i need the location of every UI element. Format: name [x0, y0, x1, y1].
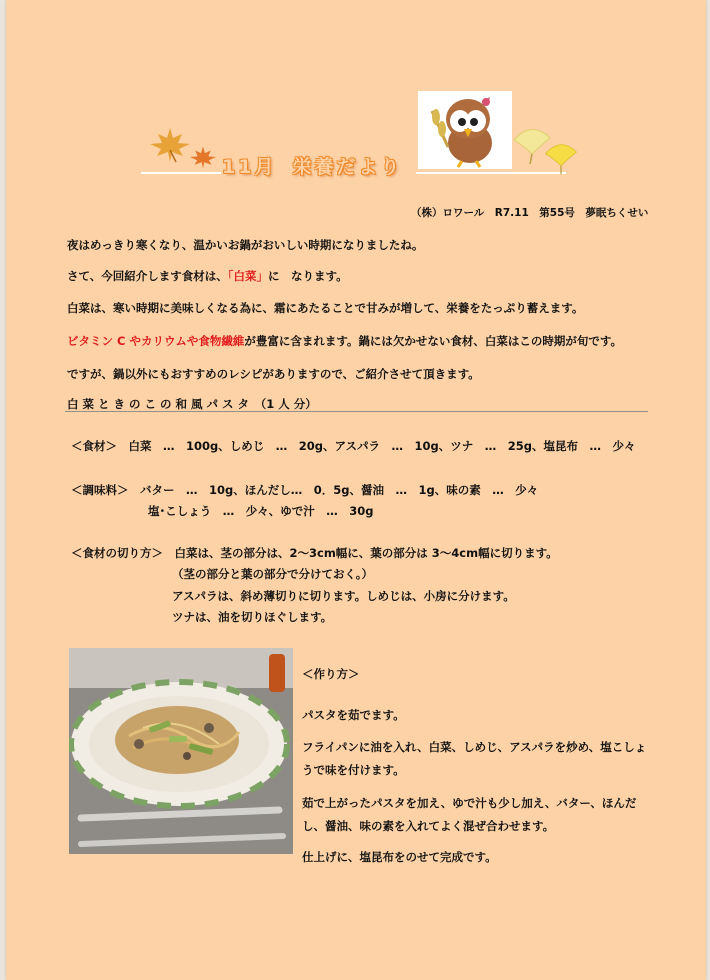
featured-ingredient: 「白菜」	[227, 269, 269, 283]
cutting-line-3: アスパラは、斜め薄切りに切ります。しめじは、小房に分けます。	[172, 589, 515, 603]
newsletter-page	[6, 0, 706, 980]
intro-line-2	[67, 268, 348, 284]
method-step-3a: 茹で上がったパスタを加え、ゆで汁も少し加え、バター、ほんだ	[302, 796, 637, 810]
method-step-3b: し、醤油、味の素を入れてよく混ぜ合わせます。	[302, 819, 555, 833]
intro-line-1: 夜はめっきり寒くなり、温かいお鍋がおいしい時期になりましたね。	[67, 238, 424, 252]
intro-line-2-a: さて、今回紹介します食材は、	[67, 269, 228, 283]
divider	[65, 411, 648, 412]
method-step-2a: フライパンに油を入れ、白菜、しめじ、アスパラを炒め、塩こしょ	[302, 740, 647, 754]
method-step-4: 仕上げに、塩昆布をのせて完成です。	[302, 850, 497, 864]
issuer-line: （株）ロワール R7.11 第55号 夢眠ちくせい	[411, 207, 649, 219]
seasonings-line-2: 塩･こしょう … 少々、ゆで汁 … 30g	[148, 504, 374, 518]
title-underline	[141, 172, 221, 174]
ingredients-line: ＜食材＞ 白菜 … 100g、しめじ … 20g、アスパラ … 10g、ツナ … 25g、塩昆布 … 少々	[71, 439, 636, 453]
recipe-title: 白 菜 と き の こ の 和 風 パ ス タ （1 人 分）	[67, 397, 317, 411]
intro-line-5: ですが、鍋以外にもおすすめのレシピがありますので、ご紹介させて頂きます。	[67, 367, 480, 381]
cutting-line-2: （茎の部分と葉の部分で分けておく。）	[172, 567, 374, 581]
intro-line-2-c: に なります。	[268, 269, 348, 283]
maple-leaf-icon	[186, 144, 220, 170]
title-text: 栄養だより	[292, 156, 403, 178]
intro-line-4-b: が豊富に含まれます。鍋には欠かせない食材、白菜はこの時期が旬です。	[244, 334, 622, 348]
cutting-line-1: ＜食材の切り方＞ 白菜は、茎の部分は、2～3cm幅に、葉の部分は 3～4cm幅に切ります。	[71, 546, 558, 560]
method-heading: ＜作り方＞	[302, 667, 360, 681]
pasta-dish-photo	[69, 648, 293, 854]
intro-line-4	[67, 333, 622, 349]
nutrients-highlight: ビタミン C やカリウムや食物繊維	[67, 334, 245, 348]
method-step-2b: うで味を付けます。	[302, 763, 405, 777]
ginkgo-leaf-icon	[542, 140, 580, 176]
bird-mascot-icon	[418, 91, 512, 169]
seasonings-line-1: ＜調味料＞ バター … 10g、ほんだし… 0．5g、醤油 … 1g、味の素 … 少々	[71, 483, 539, 497]
method-step-1: パスタを茹でます。	[302, 708, 405, 722]
page-title	[222, 152, 402, 179]
cutting-line-4: ツナは、油を切りほぐします。	[172, 610, 333, 624]
title-month: 11月	[222, 156, 277, 178]
intro-line-3: 白菜は、寒い時期に美味しくなる為に、霜にあたることで甘みが増して、栄養をたっぷり蓄えます。	[67, 301, 584, 315]
